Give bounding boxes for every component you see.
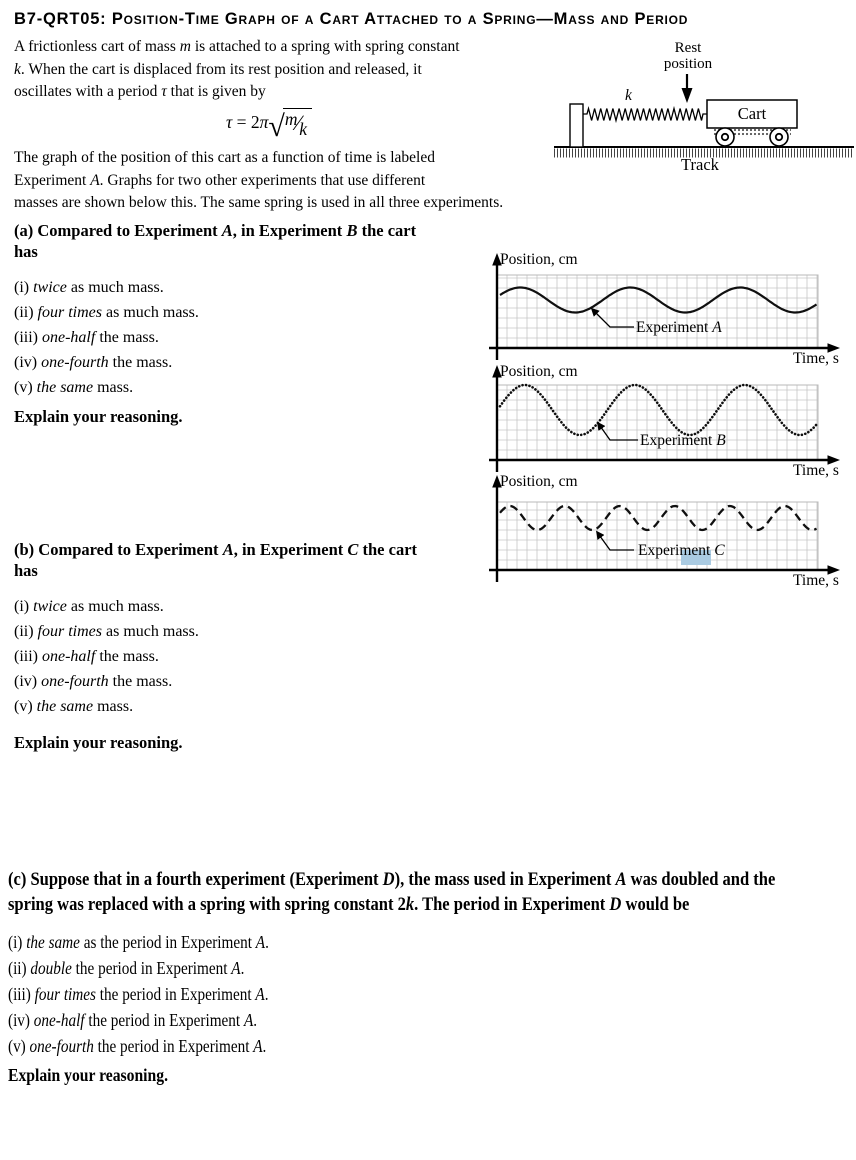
rest-position-line2: position (663, 56, 713, 72)
rest-position-label (648, 40, 728, 72)
rest-position-line1: Rest (674, 40, 702, 56)
x-axis-label: Time, s (793, 572, 839, 589)
explain-prompt: Explain your reasoning. (14, 407, 183, 426)
curve-experiment-A (500, 288, 817, 313)
option-iii: (iii) one-half the mass. (14, 329, 159, 346)
y-axis-label: Position, cm (500, 251, 578, 268)
option-iii: (iii) one-half the mass. (14, 648, 159, 665)
equation-equals: = 2 (232, 112, 260, 132)
radical-sign: √ (268, 110, 283, 143)
x-axis-label: Time, s (793, 462, 839, 479)
option-ii: (ii) four times as much mass. (14, 623, 199, 640)
option-i: (i) twice as much mass. (14, 598, 164, 615)
option-i: (i) the same as the period in Experiment A. (8, 932, 269, 952)
graph-experiment-a (488, 250, 856, 378)
option-ii: (ii) double the period in Experiment A. (8, 958, 245, 978)
question-a-heading-line1: (a) Compared to Experiment A, in Experiment B the cart (14, 221, 417, 240)
series-label-experiment-c: Experiment C (638, 542, 725, 559)
apparatus-figure (553, 40, 855, 182)
option-i: (i) twice as much mass. (14, 279, 164, 296)
label-leader-arrow (598, 423, 638, 440)
graph-experiment-b (488, 362, 856, 490)
explain-prompt: Explain your reasoning. (14, 733, 183, 752)
spring-constant-label: k (625, 87, 632, 104)
series-label-experiment-b: Experiment B (640, 432, 726, 449)
question-a-heading-line2: has (14, 242, 38, 261)
wheel-hub-icon (776, 134, 782, 140)
track-label: Track (681, 155, 719, 174)
option-iv: (iv) one-half the period in Experiment A. (8, 1010, 258, 1030)
y-axis-label: Position, cm (500, 473, 578, 490)
page-title: B7-QRT05: Position-Time Graph of a Cart Attached to a Spring—Mass and Period (14, 10, 689, 28)
radicand (283, 108, 312, 139)
wall (570, 104, 583, 147)
text-line: Experiment A. Graphs for two other experiments that use different (14, 171, 426, 189)
question-b (14, 539, 489, 753)
option-ii: (ii) four times as much mass. (14, 304, 199, 321)
period-equation (226, 108, 312, 142)
equation-tau: τ (226, 112, 233, 132)
option-iv: (iv) one-fourth the mass. (14, 673, 173, 690)
label-leader-arrow (597, 532, 634, 550)
question-b-heading-line2: has (14, 561, 38, 580)
question-b-options (14, 594, 489, 719)
text-line: A frictionless cart of mass m is attached to a spring with spring constant (14, 38, 460, 55)
question-c-heading-line1: (c) Suppose that in a fourth experiment (Experiment D), the mass used in Experiment A was doubled and the (8, 869, 776, 890)
question-c-heading-line2: spring was replaced with a spring with spring constant 2k. The period in Experiment D would be (8, 894, 690, 915)
option-iv: (iv) one-fourth the mass. (14, 354, 173, 371)
intro-paragraph-1 (14, 36, 559, 104)
equation-pi: π (259, 112, 269, 132)
question-b-heading-line1: (b) Compared to Experiment A, in Experiment C the cart (14, 540, 418, 559)
question-a-options (14, 275, 489, 400)
text-line: The graph of the position of this cart as a function of time is labeled (14, 149, 435, 166)
question-c (8, 867, 856, 1086)
equation-mass: m (284, 109, 298, 129)
spring (583, 109, 707, 121)
fraction-slash: ∕ (296, 110, 301, 135)
question-c-options (8, 929, 856, 1059)
equation-spring-constant: k (299, 119, 307, 139)
explain-prompt: Explain your reasoning. (8, 1065, 168, 1085)
x-axis-label: Time, s (793, 350, 839, 367)
text-line: masses are shown below this. The same spring is used in all three experiments. (14, 194, 504, 211)
down-arrowhead-icon (682, 88, 693, 103)
graph-experiment-c (488, 472, 856, 600)
option-v: (v) the same mass. (14, 379, 134, 396)
option-iii: (iii) four times the period in Experiment A. (8, 984, 269, 1004)
text-line: oscillates with a period τ that is given by (14, 83, 266, 100)
question-a (14, 220, 489, 427)
series-label-experiment-a: Experiment A (636, 319, 722, 336)
intro-paragraph-2 (14, 147, 599, 215)
wheel-hub-icon (722, 134, 728, 140)
text-line: k. When the cart is displaced from its rest position and released, it (14, 60, 422, 78)
option-v: (v) the same mass. (14, 698, 134, 715)
option-v: (v) one-fourth the period in Experiment A. (8, 1036, 267, 1056)
cart-label: Cart (737, 104, 767, 123)
y-axis-label: Position, cm (500, 363, 578, 380)
grid-experiment-A (497, 275, 818, 348)
